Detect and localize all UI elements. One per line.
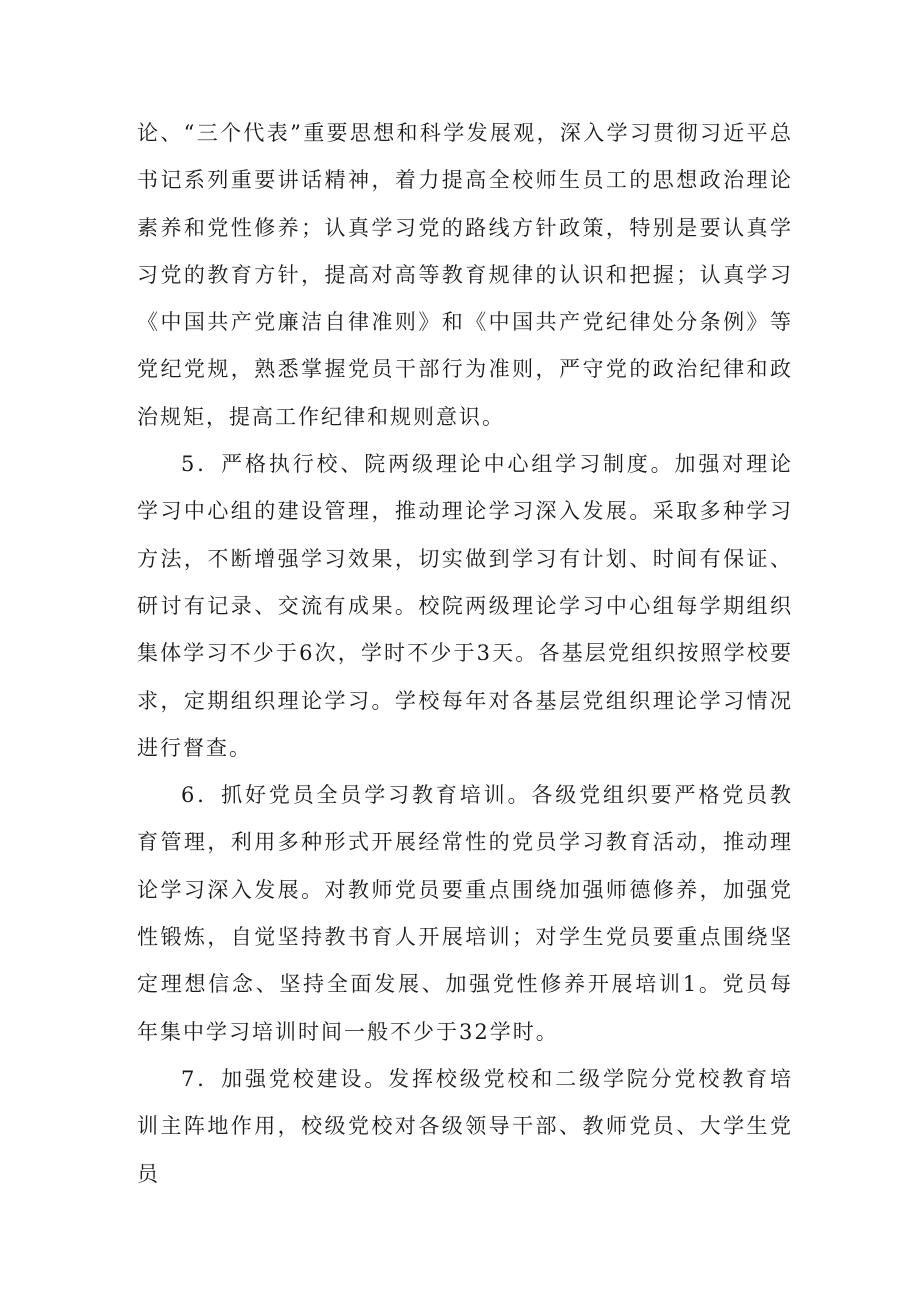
paragraph-item-6: 6．抓好党员全员学习教育培训。各级党组织要严格党员教育管理，利用多种形式开展经常性的党员学习教育活动，推动理论学习深入发展。对教师党员要重点围绕加强师德修养，加强党性锻炼，自觉坚持教书育人开展培训；对学生党员要重点围绕坚定理想信念、坚持全面发展、加强党性修养开展培训1。党员每年集中学习培训时间一般不少于32学时。 (137, 783, 793, 1044)
paragraph-item-5: 5．严格执行校、院两级理论中心组学习制度。加强对理论学习中心组的建设管理，推动理论学习深入发展。采取多种学习方法，不断增强学习效果，切实做到学习有计划、时间有保证、研讨有记录、交流有成果。校院两级理论学习中心组每学期组织集体学习不少于6次，学时不少于3天。各基层党组织按照学校要求，定期组织理论学习。学校每年对各基层党组织理论学习情况进行督查。 (137, 452, 793, 760)
document-body (137, 110, 793, 1198)
paragraph-item-7: 7．加强党校建设。发挥校级党校和二级学院分党校教育培训主阵地作用，校级党校对各级领导干部、教师党员、大学生党员 (137, 1066, 793, 1186)
paragraph-continuation: 论、“三个代表”重要思想和科学发展观，深入学习贯彻习近平总书记系列重要讲话精神，着力提高全校师生员工的思想政治理论素养和党性修养；认真学习党的路线方针政策，特别是要认真学习党的教育方针，提高对高等教育规律的认识和把握；认真学习《中国共产党廉洁自律准则》和《中国共产党纪律处分条例》等党纪党规，熟悉掌握党员干部行为准则，严守党的政治纪律和政治规矩，提高工作纪律和规则意识。 (137, 121, 793, 429)
